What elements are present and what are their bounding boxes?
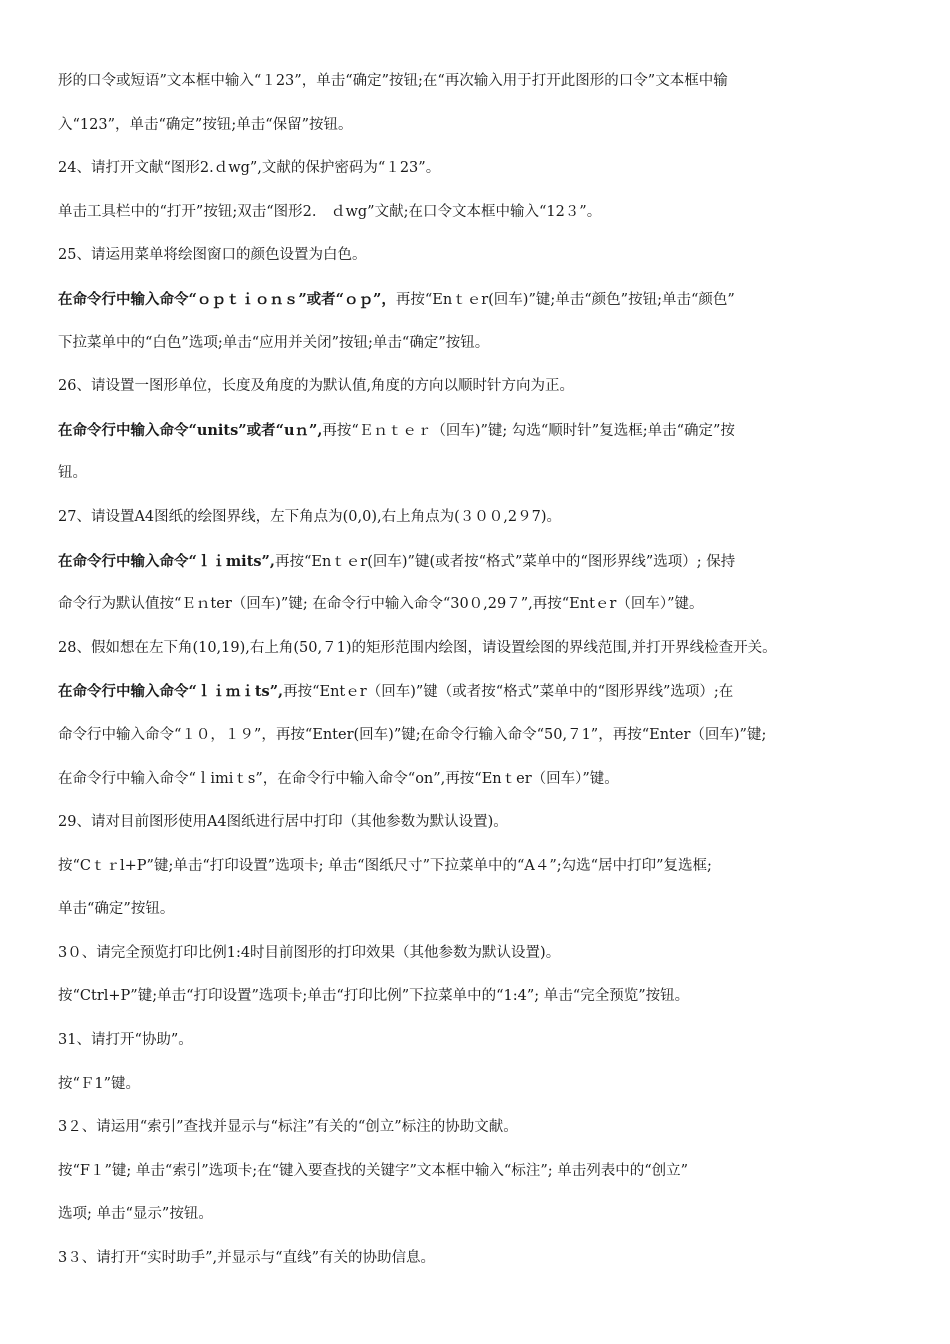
question-30 — [58, 932, 900, 976]
line-text: 下拉菜单中的“白色”选项;单击“应用并关闭”按钮;单击“确定”按钮。 — [58, 334, 490, 351]
question-29 — [58, 801, 900, 845]
line-text: 再按“Enｔｅr(回车)”键;单击“颜色”按钮;单击“颜色” — [395, 291, 735, 308]
line-text: 选项; 单击“显示”按钮。 — [58, 1206, 213, 1223]
line-text: 入“123”，单击“确定”按钮;单击“保留”按钮。 — [58, 116, 353, 133]
answer-28 — [58, 670, 900, 714]
question-24 — [58, 147, 900, 191]
text-line — [58, 758, 900, 802]
answer-30 — [58, 975, 900, 1019]
line-text: 31、请打开“协助”。 — [58, 1032, 193, 1049]
bold-command: 在命令行中输入命令“ｌｉｍｉts”, — [58, 683, 284, 701]
line-text: 24、请打开文献“图形2.ｄwg”,文献的保护密码为“１23”。 — [58, 160, 441, 177]
answer-32 — [58, 1150, 900, 1194]
text-line — [58, 104, 900, 148]
text-line — [58, 60, 900, 104]
line-text: 按“Cｔｒl+P”键;单击“打印设置”选项卡; 单击“图纸尺寸”下拉菜单中的“A４”;勾选“居中打印”复选框; — [58, 857, 712, 874]
document-body — [58, 60, 900, 1281]
text-line — [58, 322, 900, 366]
bold-command: 在命令行中输入命令“ｏｐｔｉｏｎｓ”或者“ｏｐ”， — [58, 290, 396, 308]
line-text: 28、假如想在左下角(10,19),右上角(50,７1)的矩形范围内绘图，请设置绘图的界线范围,并打开界线检查开关。 — [58, 639, 777, 656]
line-text: 在命令行中输入命令“ｌimiｔs”，在命令行中输入命令“on”,再按“Enｔer（回车）”键。 — [58, 770, 619, 787]
question-25 — [58, 234, 900, 278]
text-line — [58, 452, 900, 496]
line-text: 命令行为默认值按“Ｅｎter（回车)”键; 在命令行中输入命令“30０,29７”,再按“Entｅr（回车）”键。 — [58, 596, 704, 613]
question-26 — [58, 365, 900, 409]
line-text: 单击“确定”按钮。 — [58, 901, 175, 918]
line-text: 钮。 — [58, 465, 87, 482]
line-text: 27、请设置A4图纸的绘图界线，左下角点为(0,0),右上角点为(３００,2９7)。 — [58, 508, 562, 525]
text-line — [58, 714, 900, 758]
answer-31 — [58, 1063, 900, 1107]
question-27 — [58, 496, 900, 540]
line-text: 25、请运用菜单将绘图窗口的颜色设置为白色。 — [58, 247, 367, 264]
line-text: 按“F１”键; 单击“索引”选项卡;在“键入要查找的关键字”文本框中输入“标注”; 单击列表中的“创立” — [58, 1162, 689, 1179]
line-text: 29、请对目前图形使用A4图纸进行居中打印（其他参数为默认设置)。 — [58, 814, 508, 831]
answer-24 — [58, 191, 900, 235]
bold-command: 在命令行中输入命令“units”或者“uｎ”, — [58, 421, 323, 439]
text-line — [58, 1193, 900, 1237]
line-text: 按“Ctrl+P”键;单击“打印设置”选项卡;单击“打印比例”下拉菜单中的“1:4”; 单击“完全预览”按钮。 — [58, 988, 690, 1005]
line-text: 按“Ｆ1”键。 — [58, 1075, 141, 1092]
line-text: 3２、请运用“索引”查找并显示与“标注”有关的“创立”标注的协助文献。 — [58, 1119, 518, 1136]
line-text: 再按“Entｅr（回车)”键（或者按“格式”菜单中的“图形界线”选项）;在 — [283, 684, 734, 701]
text-line — [58, 583, 900, 627]
line-text: 3０、请完全预览打印比例1:4时目前图形的打印效果（其他参数为默认设置)。 — [58, 944, 561, 961]
line-text: 再按“Ｅｎｔｅｒ（回车)”键; 勾选“顺时针”复选框;单击“确定”按 — [322, 422, 735, 439]
line-text: 命令行中输入命令“１０，１９”，再按“Enter(回车)”键;在命令行输入命令“50,７1”，再按“Enter（回车)”键; — [58, 726, 767, 743]
line-text: 单击工具栏中的“打开”按钮;双击“图形2. ｄwg”文献;在口令文本框中输入“12３”。 — [58, 203, 602, 220]
answer-26 — [58, 409, 900, 453]
bold-command: 在命令行中输入命令“ｌｉmits”, — [58, 552, 275, 570]
question-32 — [58, 1106, 900, 1150]
answer-25 — [58, 278, 900, 322]
question-28 — [58, 627, 900, 671]
line-text: 再按“Enｔｅr(回车)”键(或者按“格式”菜单中的“图形界线”选项）; 保持 — [274, 553, 736, 570]
answer-27 — [58, 540, 900, 584]
question-33 — [58, 1237, 900, 1281]
line-text: 形的口令或短语”文本框中输入“１23”，单击“确定”按钮;在“再次输入用于打开此图形的口令”文本框中输 — [58, 73, 728, 89]
question-31 — [58, 1019, 900, 1063]
text-line — [58, 888, 900, 932]
line-text: 3３、请打开“实时助手”,并显示与“直线”有关的协助信息。 — [58, 1250, 435, 1267]
answer-29 — [58, 845, 900, 889]
line-text: 26、请设置一图形单位，长度及角度的为默认值,角度的方向以顺时针方向为正。 — [58, 378, 575, 395]
